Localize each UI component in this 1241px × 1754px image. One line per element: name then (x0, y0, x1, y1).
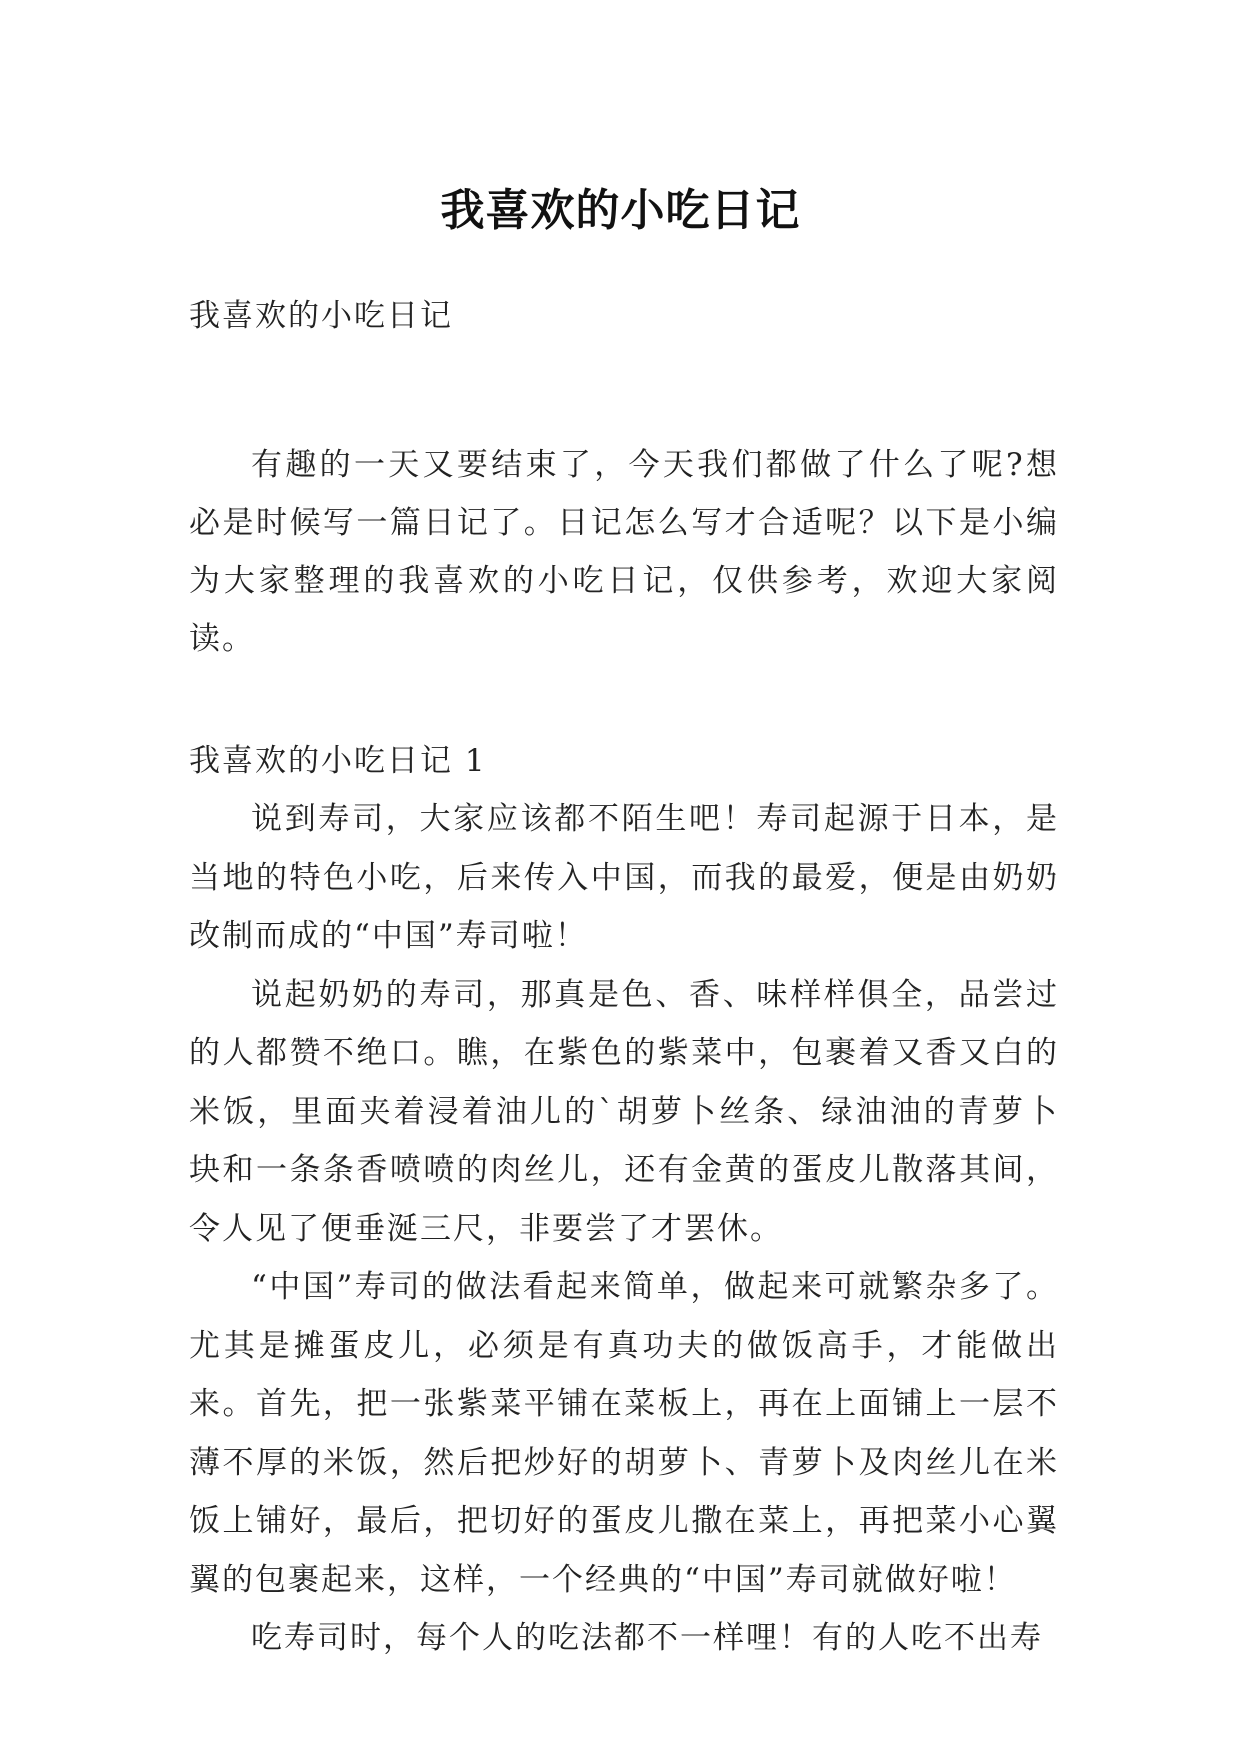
document-body (189, 286, 1059, 1668)
body-paragraph: 说到寿司，大家应该都不陌生吧！寿司起源于日本，是当地的特色小吃，后来传入中国，而我的最爱，便是由奶奶改制而成的“中国”寿司啦！ (189, 801, 1059, 954)
document-subtitle: 我喜欢的小吃日记 (189, 298, 453, 334)
body-paragraph: 说起奶奶的寿司，那真是色、香、味样样俱全，品尝过的人都赞不绝口。瞧，在紫色的紫菜中，包裹着又香又白的米饭，里面夹着浸着油儿的`胡萝卜丝条、绿油油的青萝卜块和一条条香喷喷的肉丝儿，还有金黄的蛋皮儿散落其间，令人见了便垂涎三尺，非要尝了才罢休。 (189, 976, 1059, 1247)
section-heading: 我喜欢的小吃日记 1 (189, 743, 487, 779)
intro-paragraph: 有趣的一天又要结束了，今天我们都做了什么了呢?想必是时候写一篇日记了。日记怎么写才合适呢？以下是小编为大家整理的我喜欢的小吃日记，仅供参考，欢迎大家阅读。 (189, 447, 1059, 657)
body-paragraph: 吃寿司时，每个人的吃法都不一样哩！有的人吃不出寿 (251, 1620, 1043, 1656)
document-title: 我喜欢的小吃日记 (440, 185, 801, 237)
body-paragraph: “中国”寿司的做法看起来简单，做起来可就繁杂多了。尤其是摊蛋皮儿，必须是有真功夫的做饭高手，才能做出来。首先，把一张紫菜平铺在菜板上，再在上面铺上一层不薄不厚的米饭，然后把炒好的胡萝卜、青萝卜及肉丝儿在米饭上铺好，最后，把切好的蛋皮儿撒在菜上，再把菜小心翼翼的包裹起来，这样，一个经典的“中国”寿司就做好啦！ (189, 1269, 1059, 1598)
